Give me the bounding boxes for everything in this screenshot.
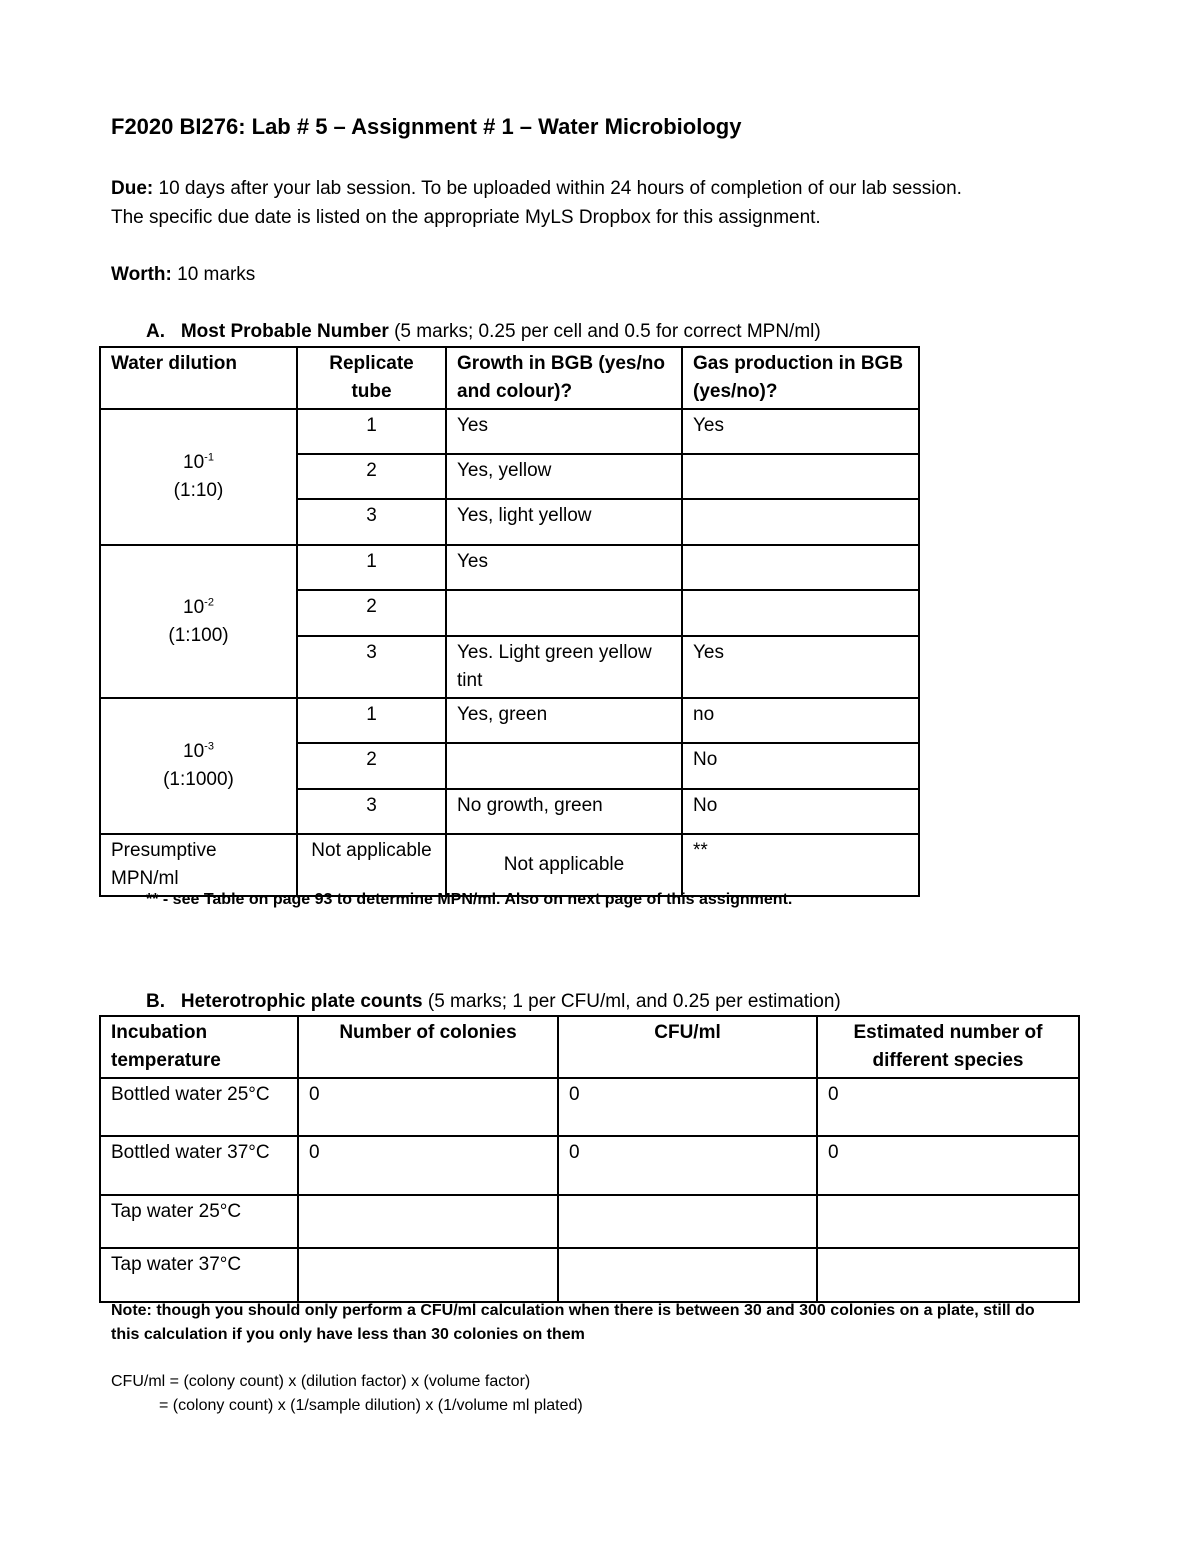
gas-cell: Yes	[682, 409, 919, 454]
page-title: F2020 BI276: Lab # 5 – Assignment # 1 – Water Microbiology	[111, 114, 742, 139]
presumptive-growth-cell: Not applicable	[446, 834, 682, 896]
cfu-cell	[558, 1195, 817, 1248]
due-line-2: The specific due date is listed on the appropriate MyLS Dropbox for this assignment.	[111, 207, 821, 228]
cfu-cell	[558, 1248, 817, 1302]
colonies-cell: 0	[298, 1078, 558, 1136]
cfu-formula-line-2: = (colony count) x (1/sample dilution) x (1/volume ml plated)	[159, 1397, 583, 1414]
header-number-of-colonies: Number of colonies	[298, 1016, 558, 1078]
dilution-cell-3: $10^{-3}$ (1:1000)	[100, 698, 297, 834]
growth-cell	[446, 743, 682, 789]
row-label: Tap water 25°C	[100, 1195, 298, 1248]
species-cell	[817, 1195, 1079, 1248]
species-cell: 0	[817, 1078, 1079, 1136]
header-estimated-species: Estimated number of different species	[817, 1016, 1079, 1078]
section-b-letter: B.	[146, 991, 165, 1012]
colonies-cell	[298, 1195, 558, 1248]
colonies-cell: 0	[298, 1136, 558, 1195]
tube-cell: 3	[297, 789, 446, 834]
header-replicate-tube: Replicate tube	[297, 347, 446, 409]
due-text: 10 days after your lab session. To be uploaded within 24 hours of completion of our lab session.	[153, 178, 962, 199]
mpn-footnote: ** - see Table on page 93 to determine MPN/ml. Also on next page of this assignment.	[146, 891, 793, 908]
dilution-cell-2: $10^{-2}$ (1:100)	[100, 545, 297, 698]
worth-line	[111, 260, 1111, 289]
growth-cell: Yes, yellow	[446, 454, 682, 499]
tube-cell: 2	[297, 590, 446, 636]
table-row	[100, 545, 919, 590]
gas-cell	[682, 499, 919, 545]
due-label: Due:	[111, 178, 154, 199]
species-cell	[817, 1248, 1079, 1302]
cfu-formula-line-1: CFU/ml = (colony count) x (dilution factor) x (volume factor)	[111, 1373, 531, 1390]
section-b-detail: (5 marks; 1 per CFU/ml, and 0.25 per estimation)	[422, 991, 841, 1012]
mpn-header-row	[100, 347, 919, 409]
header-incubation-temperature: Incubation temperature	[100, 1016, 298, 1078]
table-row	[100, 409, 919, 454]
cfu-note-line-2: this calculation if you only have less than 30 colonies on them	[111, 1326, 585, 1343]
header-gas: Gas production in BGB (yes/no)?	[682, 347, 919, 409]
gas-cell: no	[682, 698, 919, 743]
presumptive-mpn-label: Presumptive MPN/ml	[100, 834, 297, 896]
mpn-result-row	[100, 834, 919, 896]
header-cfu-ml: CFU/ml	[558, 1016, 817, 1078]
table-row	[100, 1248, 1079, 1302]
tube-cell: 3	[297, 636, 446, 698]
presumptive-replicate-cell: Not applicable	[297, 834, 446, 896]
growth-cell: Yes	[446, 409, 682, 454]
section-b-title: Heterotrophic plate counts	[180, 991, 423, 1012]
header-water-dilution: Water dilution	[100, 347, 297, 409]
gas-cell: No	[682, 743, 919, 789]
species-cell: 0	[817, 1136, 1079, 1195]
gas-cell	[682, 590, 919, 636]
row-label: Tap water 37°C	[100, 1248, 298, 1302]
dilution-cell-1: $10^{-1}$ (1:10)	[100, 409, 297, 545]
section-a-detail: (5 marks; 0.25 per cell and 0.5 for correct MPN/ml)	[388, 321, 821, 342]
gas-cell	[682, 545, 919, 590]
presumptive-gas-cell: **	[682, 834, 919, 896]
growth-cell	[446, 590, 682, 636]
growth-cell: Yes	[446, 545, 682, 590]
cfu-cell: 0	[558, 1078, 817, 1136]
table-row	[100, 1195, 1079, 1248]
worth-value: 10 marks	[171, 264, 256, 285]
worth-label: Worth:	[111, 264, 172, 285]
growth-cell: Yes, green	[446, 698, 682, 743]
cfu-cell: 0	[558, 1136, 817, 1195]
gas-cell	[682, 454, 919, 499]
tube-cell: 1	[297, 545, 446, 590]
gas-cell: No	[682, 789, 919, 834]
table-row	[100, 1136, 1079, 1195]
section-b-heading	[146, 990, 841, 1014]
tube-cell: 2	[297, 743, 446, 789]
growth-cell: Yes, light yellow	[446, 499, 682, 545]
due-line-1	[111, 174, 1111, 203]
row-label: Bottled water 37°C	[100, 1136, 298, 1195]
cfu-note-line-1: Note: though you should only perform a CFU/ml calculation when there is between 30 and 300 colonies on a plate, still do	[111, 1302, 1035, 1319]
growth-cell: No growth, green	[446, 789, 682, 834]
tube-cell: 3	[297, 499, 446, 545]
growth-cell: Yes. Light green yellow tint	[446, 636, 682, 698]
tube-cell: 1	[297, 698, 446, 743]
plate-header-row	[100, 1016, 1079, 1078]
plate-count-table	[99, 1015, 1080, 1303]
section-a-heading	[146, 320, 821, 344]
tube-cell: 2	[297, 454, 446, 499]
section-a-title: Most Probable Number	[180, 321, 389, 342]
table-row	[100, 1078, 1079, 1136]
tube-cell: 1	[297, 409, 446, 454]
mpn-table	[99, 346, 920, 897]
section-a-letter: A.	[146, 321, 165, 342]
table-row	[100, 698, 919, 743]
row-label: Bottled water 25°C	[100, 1078, 298, 1136]
colonies-cell	[298, 1248, 558, 1302]
gas-cell: Yes	[682, 636, 919, 698]
header-growth: Growth in BGB (yes/no and colour)?	[446, 347, 682, 409]
